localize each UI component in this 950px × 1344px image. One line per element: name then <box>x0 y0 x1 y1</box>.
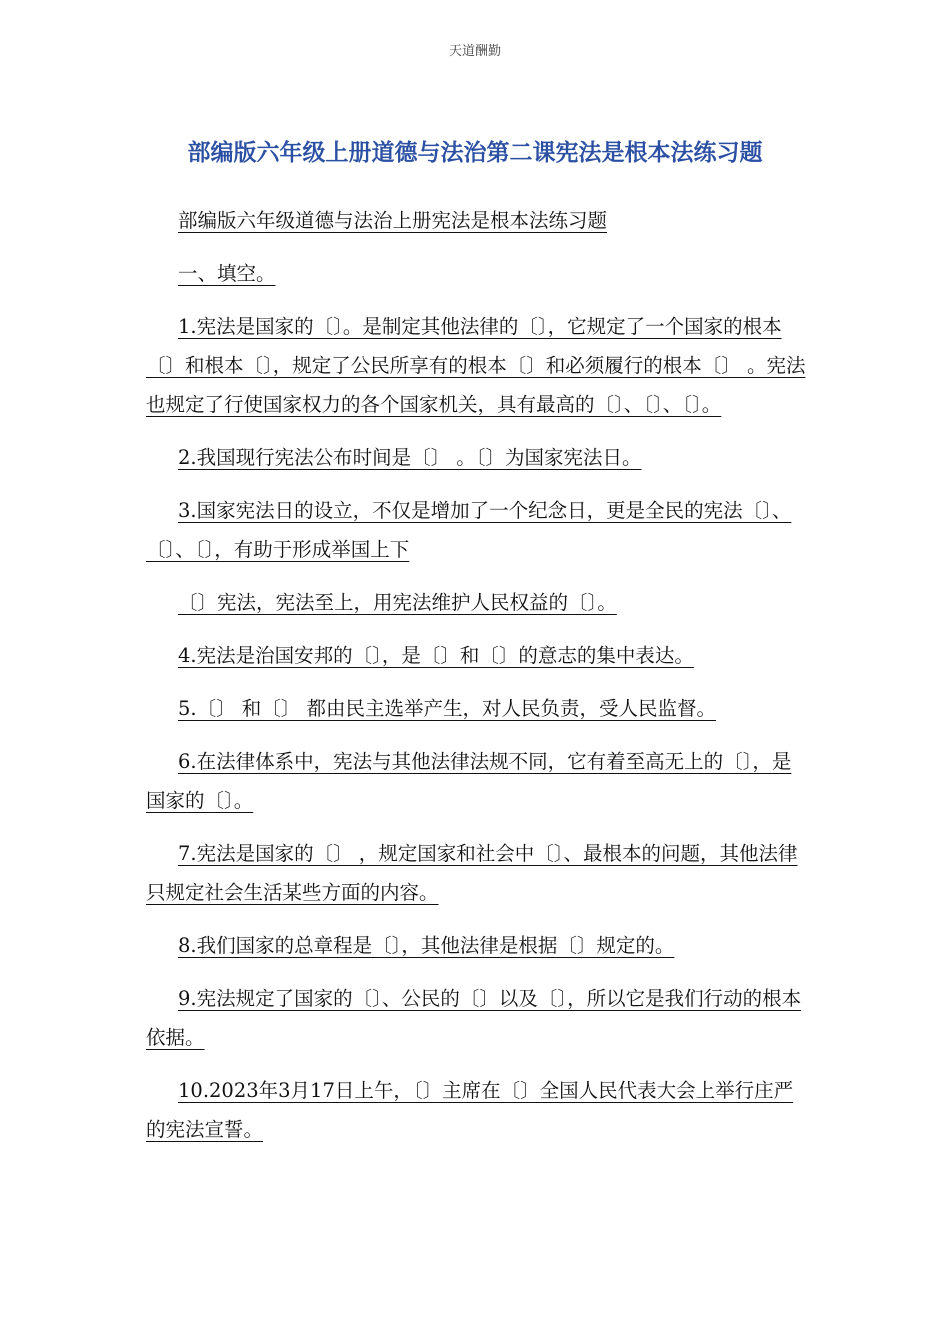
question-4: 4.宪法是治国安邦的〔〕，是〔〕和〔〕的意志的集中表达。 <box>178 644 694 667</box>
section-heading: 一、填空。 <box>178 262 276 285</box>
question-7: 7.宪法是国家的〔〕 ，规定国家和社会中〔〕、最根本的问题，其他法律只规定社会生活某些方面的内容。 <box>146 842 798 904</box>
question-2: 2.我国现行宪法公布时间是〔〕 。〔〕为国家宪法日。 <box>178 446 642 469</box>
subtitle: 部编版六年级道德与法治上册宪法是根本法练习题 <box>178 209 608 232</box>
question-10: 10.2023年3月17日上午，〔〕主席在〔〕全国人民代表大会上举行庄严的宪法宣誓。 <box>146 1079 794 1141</box>
question-3-continued: 〔〕宪法，宪法至上，用宪法维护人民权益的〔〕。 <box>178 591 617 614</box>
question-3: 3.国家宪法日的设立，不仅是增加了一个纪念日，更是全民的宪法〔〕、〔〕、〔〕，有助于形成举国上下 <box>146 499 792 561</box>
question-8: 8.我们国家的总章程是〔〕，其他法律是根据〔〕规定的。 <box>178 934 675 957</box>
document-body <box>146 201 806 1163</box>
question-9: 9.宪法规定了国家的〔〕、公民的〔〕以及〔〕，所以它是我们行动的根本依据。 <box>146 987 802 1049</box>
document-title: 部编版六年级上册道德与法治第二课宪法是根本法练习题 <box>187 140 763 166</box>
question-1: 1.宪法是国家的〔〕。是制定其他法律的〔〕，它规定了一个国家的根本〔〕和根本〔〕，规定了公民所享有的根本〔〕和必须履行的根本〔〕 。宪法也规定了行使国家权力的各个国家机关，具有最高的〔〕、〔〕、〔〕。 <box>146 315 806 416</box>
question-5: 5.〔〕 和〔〕 都由民主选举产生，对人民负责，受人民监督。 <box>178 697 717 720</box>
page-header: 天道酬勤 <box>448 44 501 59</box>
question-6: 6.在法律体系中，宪法与其他法律法规不同，它有着至高无上的〔〕，是国家的〔〕。 <box>146 750 792 812</box>
